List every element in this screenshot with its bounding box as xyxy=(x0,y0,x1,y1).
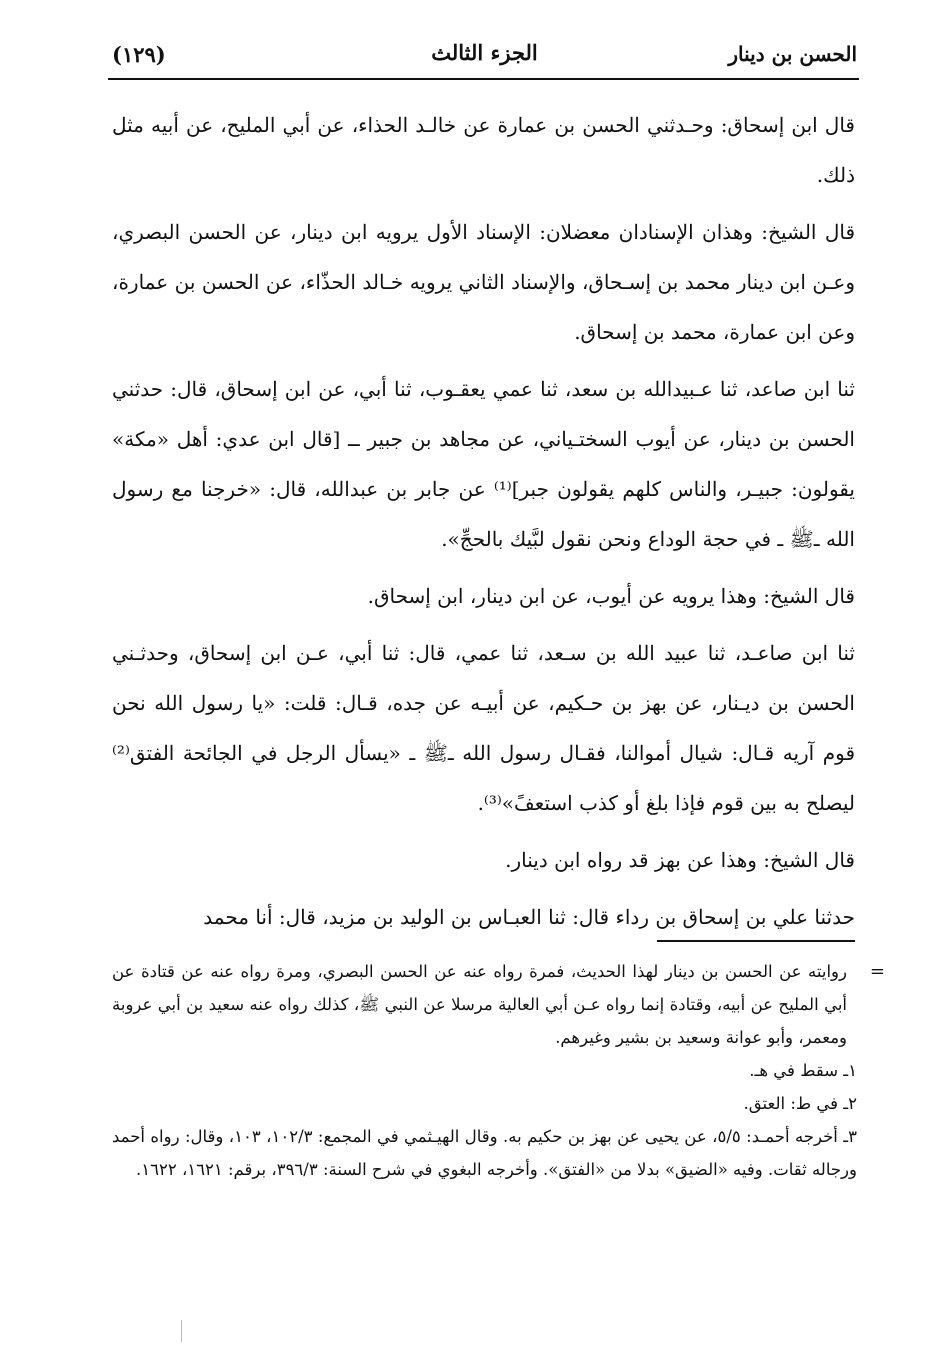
paragraph: قال ابن إسحاق: وحـدثني الحسن بن عمارة عن خالـد الحذاء، عن أبي المليح، عن أبيه مثل ذلك. xyxy=(112,113,855,187)
footnote-number: ١ـ xyxy=(843,1061,857,1080)
running-header xyxy=(112,34,857,74)
continuation-mark: = xyxy=(869,961,885,982)
header-divider xyxy=(108,78,859,80)
footnote-1 xyxy=(112,1054,857,1087)
footnote-number: ٣ـ xyxy=(843,1127,858,1146)
footnote-continuation xyxy=(112,955,885,1054)
footnote-text: سقط في هـ. xyxy=(749,1061,844,1080)
paragraph: ثنا ابن صاعـد، ثنا عبيد الله بن سـعد، ثنا عمي، قال: ثنا أبي، عـن ابن إسحاق، وحدثـني الحسن بن ديـنار، عن بهز بن حـكيم، عن أبيـه عن جده، قـال: قلت: «يا رسول الله نحن قوم آريه قـال: شيال أموالنا، فقـال رسول الله ـﷺ ـ «يسأل الرجل في الجائحة الفتق⁽²⁾ ليصلح به بين قوم فإذا بلغ أو كذب استعفً»⁽³⁾. xyxy=(112,641,855,815)
scan-speck xyxy=(181,1320,184,1342)
footnote-text: أخرجه أحمـد: ٥/٥، عن يحيى عن بهز بن حكيم به. وقال الهيـثمي في المجمع: ١٠٢/٣، ١٠٣، وقال: رواه أحمد ورجاله ثقات. وفيه «الضيق» بدلا من «الفتق». وأخرجه البغوي في شرح السنة: ٣٩٦/٣، برقم: ١٦٢١، ١٦٢٢. xyxy=(112,1127,857,1179)
footnote-2 xyxy=(112,1087,857,1120)
footnote-continuation-text: روايته عن الحسن بن دينار لهذا الحديث، فمرة رواه عنه عن الحسن البصري، ومرة رواه عنه عن قتادة عن أبي المليح عن أبيه، وقتادة إنما رواه عـن أبي العالية مرسلا عن النبي ﷺ، كذلك رواه عنه سعيد بن أبي عروبة ومعمر، وأبو عوانة وسعيد بن بشير وغيرهم. xyxy=(112,962,847,1047)
footnote-divider xyxy=(657,940,855,942)
footnotes xyxy=(112,955,885,1186)
chapter-title: الحسن بن دينار xyxy=(728,42,857,66)
footnote-text: في ط: العتق. xyxy=(743,1094,844,1113)
volume-title: الجزء الثالث xyxy=(431,40,538,65)
paragraph: حدثنا علي بن إسحاق بن رداء قال: ثنا العبـاس بن الوليد بن مزيد، قال: أنا محمد xyxy=(203,905,855,929)
paragraph: قال الشيخ: وهذان الإسنادان معضلان: الإسناد الأول يرويه ابن دينار، عن الحسن البصري، وعـن ابن دينار محمد بن إسـحاق، والإسناد الثاني يرويه خـالد الحذّاء، عن الحسن بن عمارة، وعن ابن عمارة، محمد بن إسحاق. xyxy=(112,220,856,344)
footnote-3 xyxy=(112,1120,857,1186)
page-number: (١٢٩) xyxy=(112,42,166,67)
paragraph: قال الشيخ: وهذا عن بهز قد رواه ابن دينار. xyxy=(505,848,855,872)
paragraph: قال الشيخ: وهذا يرويه عن أيوب، عن ابن دينار، ابن إسحاق. xyxy=(367,584,855,608)
footnote-number: ٢ـ xyxy=(843,1094,857,1113)
main-text xyxy=(112,100,855,949)
paragraph: ثنا ابن صاعد، ثنا عـبيدالله بن سعد، ثنا عمي يعقـوب، ثنا أبي، عن ابن إسحاق، قال: حدثني الحسن بن دينار، عن أيوب السختـياني، عن مجاهد بن جبير ــ [قال ابن عدي: أهل «مكة» يقولون: جبيـر، والناس كلهم يقولون جبر]⁽¹⁾ عن جابر بن عبدالله، قال: «خرجنا مع رسول الله ـﷺ ـ في حجة الوداع ونحن نقول لبَّيك بالحجِّ». xyxy=(112,377,855,551)
